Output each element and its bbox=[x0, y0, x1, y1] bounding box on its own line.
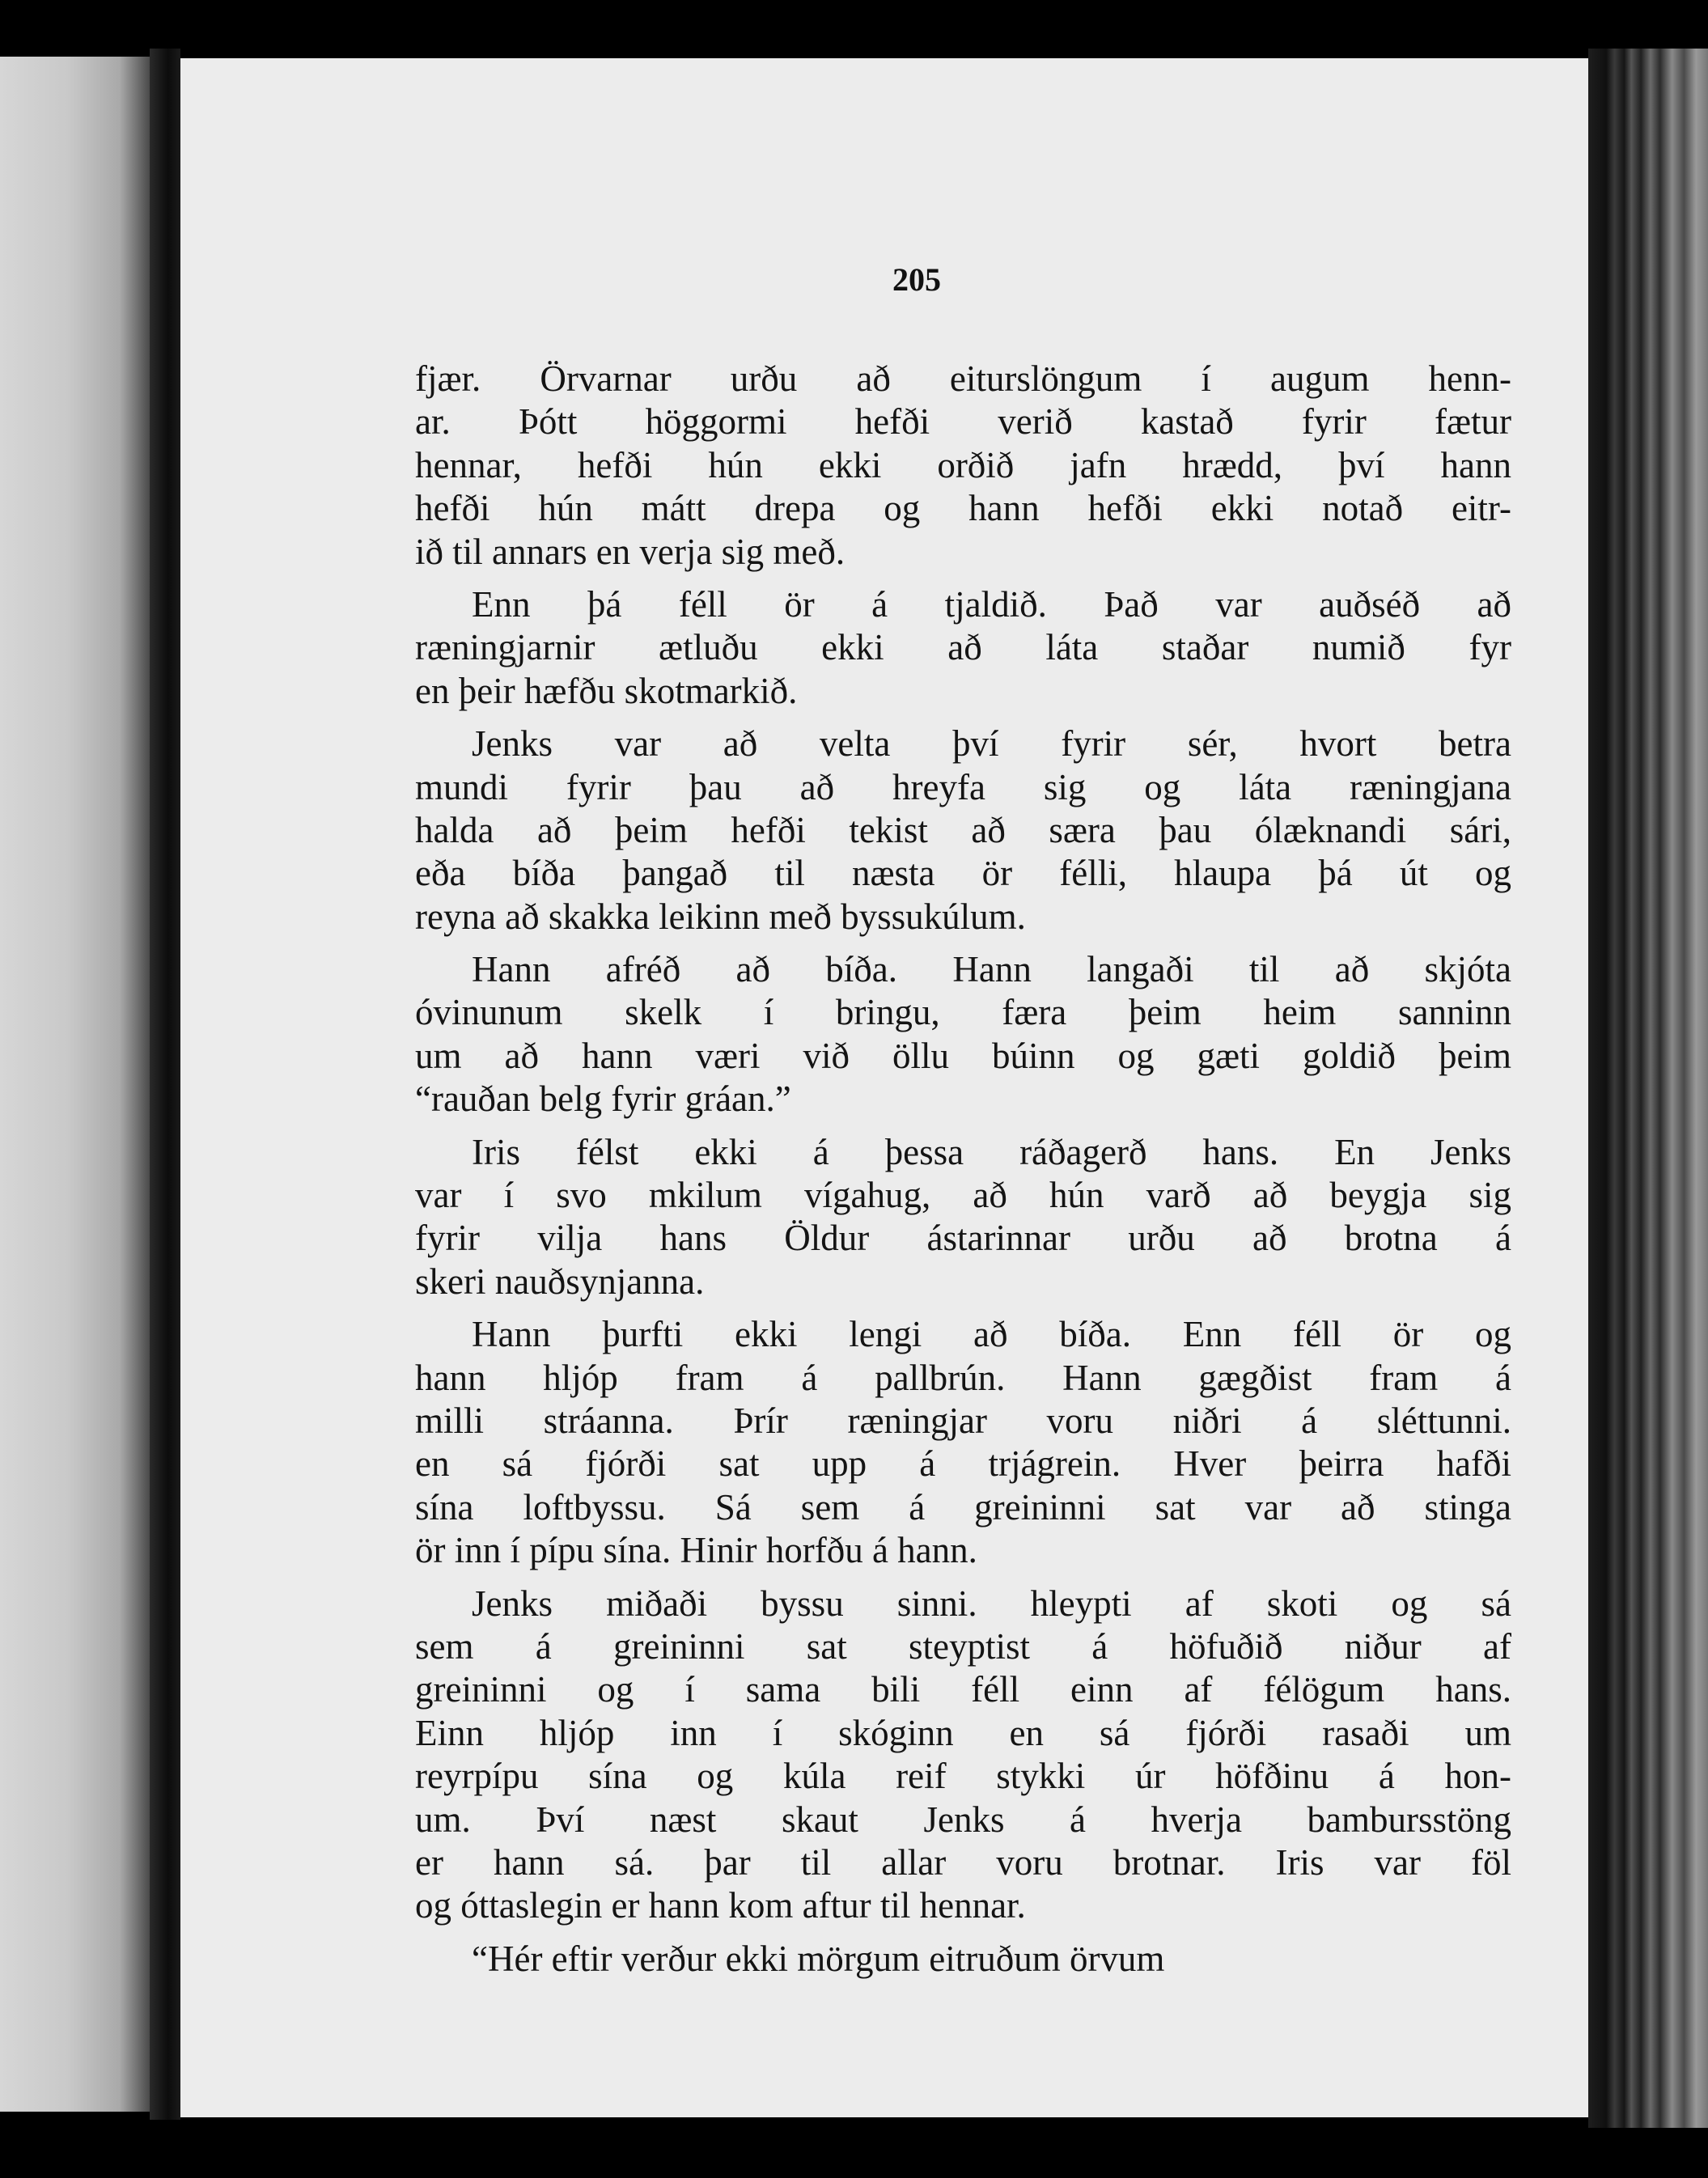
text-line: skeri nauðsynjanna. bbox=[415, 1261, 705, 1302]
paragraph-gap bbox=[415, 939, 1511, 948]
text-line: ræningjarnir ætluðu ekki að láta staðar numið fyr bbox=[415, 627, 1511, 668]
text-line: fjær. Örvarnar urðu að eiturslöngum í augum henn- bbox=[415, 358, 1511, 399]
text-line: Enn þá féll ör á tjaldið. Það var auðséð að bbox=[472, 583, 1511, 625]
text-line: reyna að skakka leikinn með byssukúlum. bbox=[415, 896, 1026, 937]
book-gutter bbox=[150, 49, 180, 2120]
text-line: milli stráanna. Þrír ræningjar voru niðri á sléttunni. bbox=[415, 1400, 1511, 1441]
text-line: Jenks miðaði byssu sinni. hleypti af skoti og sá bbox=[472, 1583, 1511, 1624]
text-line: en sá fjórði sat upp á trjágrein. Hver þeirra hafði bbox=[415, 1443, 1511, 1485]
paragraph bbox=[415, 358, 1511, 574]
paragraph bbox=[415, 1131, 1511, 1304]
text-line: Einn hljóp inn í skóginn en sá fjórði rasaði um bbox=[415, 1712, 1511, 1753]
body-text bbox=[415, 358, 1511, 1981]
text-line: sem á greininni sat steyptist á höfuðið niður af bbox=[415, 1625, 1511, 1667]
paragraph bbox=[415, 948, 1511, 1121]
text-line: sína loftbyssu. Sá sem á greininni sat var að stinga bbox=[415, 1486, 1511, 1528]
text-line: hann hljóp fram á pallbrún. Hann gægðist fram á bbox=[415, 1357, 1511, 1398]
paragraph bbox=[415, 722, 1511, 939]
text-line: eða bíða þangað til næsta ör félli, hlaupa þá út og bbox=[415, 853, 1511, 894]
facing-page-edge bbox=[0, 57, 150, 2112]
text-line: en þeir hæfðu skotmarkið. bbox=[415, 670, 798, 711]
page-number: 205 bbox=[892, 261, 941, 298]
paragraph-gap bbox=[415, 1303, 1511, 1313]
text-line: halda að þeim hefði tekist að særa þau ólæknandi sári, bbox=[415, 809, 1511, 850]
text-line: “rauðan belg fyrir gráan.” bbox=[415, 1078, 791, 1120]
paragraph-gap bbox=[415, 713, 1511, 722]
text-line: hennar, hefði hún ekki orðið jafn hrædd, því hann bbox=[415, 444, 1511, 485]
text-line: reyrpípu sína og kúla reif stykki úr höfðinu á hon- bbox=[415, 1756, 1511, 1797]
text-line: og óttaslegin er hann kom aftur til hennar. bbox=[415, 1885, 1026, 1926]
text-line: er hann sá. þar til allar voru brotnar. Iris var föl bbox=[415, 1841, 1511, 1883]
text-line: ar. Þótt höggormi hefði verið kastað fyrir fætur bbox=[415, 401, 1511, 443]
text-line: Hann þurfti ekki lengi að bíða. Enn féll ör og bbox=[472, 1314, 1511, 1355]
text-line: ör inn í pípu sína. Hinir horfðu á hann. bbox=[415, 1530, 977, 1571]
paragraph-gap bbox=[415, 1121, 1511, 1131]
paragraph bbox=[415, 1583, 1511, 1928]
paragraph-gap bbox=[415, 574, 1511, 583]
text-line: um að hann væri við öllu búinn og gæti goldið þeim bbox=[415, 1035, 1511, 1076]
text-line: ið til annars en verja sig með. bbox=[415, 531, 846, 572]
text-line: hefði hún mátt drepa og hann hefði ekki notað eitr- bbox=[415, 488, 1511, 529]
paragraph-gap bbox=[415, 1573, 1511, 1583]
text-line: mundi fyrir þau að hreyfa sig og láta ræningjana bbox=[415, 766, 1511, 807]
text-line: fyrir vilja hans Öldur ástarinnar urðu að brotna á bbox=[415, 1218, 1511, 1259]
page-stack-edges bbox=[1588, 49, 1708, 2128]
text-line: var í svo mkilum vígahug, að hún varð að beygja sig bbox=[415, 1175, 1511, 1216]
text-line: “Hér eftir verður ekki mörgum eitruðum örvum bbox=[472, 1938, 1165, 1979]
text-line: greininni og í sama bili féll einn af félögum hans. bbox=[415, 1669, 1511, 1710]
text-line: óvinunum skelk í bringu, færa þeim heim sanninn bbox=[415, 992, 1511, 1033]
text-line: um. Því næst skaut Jenks á hverja bambursstöng bbox=[415, 1799, 1511, 1840]
text-line: Jenks var að velta því fyrir sér, hvort betra bbox=[472, 723, 1511, 765]
text-line: Hann afréð að bíða. Hann langaði til að skjóta bbox=[472, 949, 1511, 990]
book-page bbox=[180, 58, 1588, 2117]
paragraph bbox=[415, 1313, 1511, 1572]
paragraph bbox=[415, 583, 1511, 713]
text-line: Iris félst ekki á þessa ráðagerð hans. En Jenks bbox=[472, 1131, 1511, 1172]
paragraph bbox=[415, 1938, 1511, 1981]
paragraph-gap bbox=[415, 1928, 1511, 1938]
